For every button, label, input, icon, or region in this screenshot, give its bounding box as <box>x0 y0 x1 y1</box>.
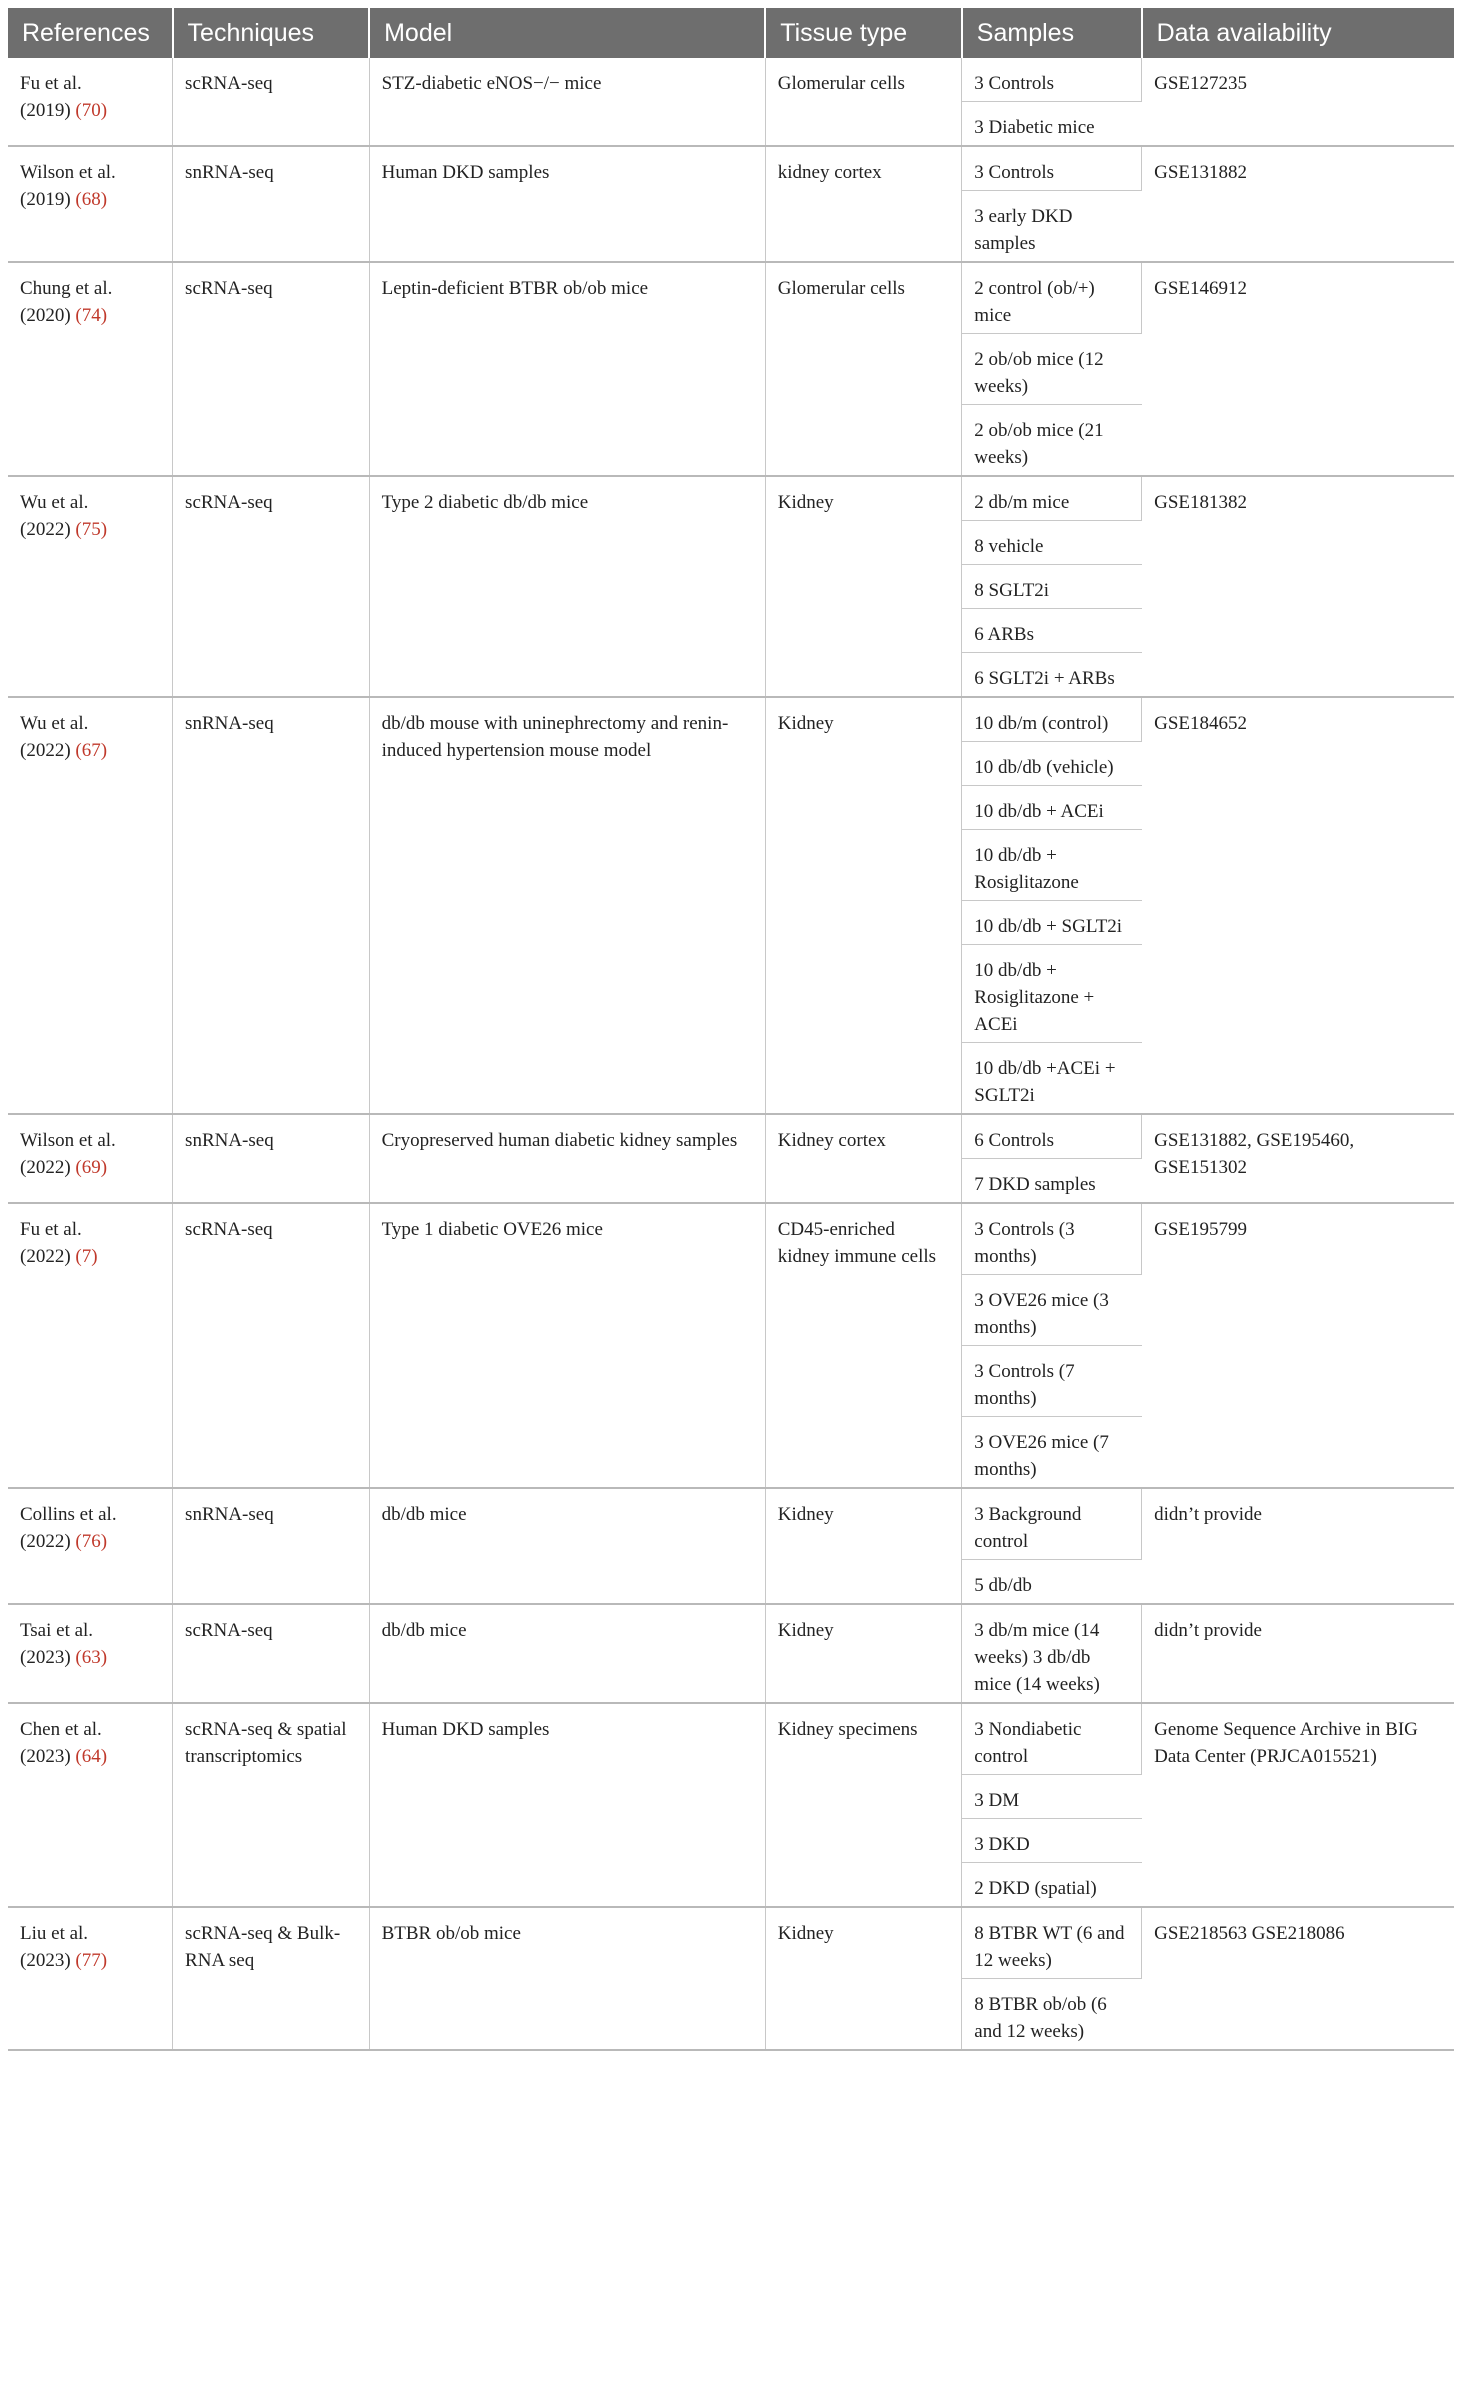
table-row <box>8 1203 1454 1275</box>
data-availability-cell: GSE195799 <box>1142 1203 1454 1488</box>
table-row <box>8 1907 1454 1979</box>
reference-cell <box>8 58 173 146</box>
reference-authors: Liu et al. <box>20 1923 89 1944</box>
references-table <box>8 8 1454 2051</box>
reference-year: (2022) <box>20 519 71 540</box>
reference-number: (68) <box>75 189 108 210</box>
sample-cell: 10 db/db + Rosiglitazone + ACEi <box>962 945 1142 1043</box>
reference-authors: Tsai et al. <box>20 1620 94 1641</box>
technique-cell: snRNA-seq <box>173 697 370 1114</box>
model-cell: Type 1 diabetic OVE26 mice <box>369 1203 765 1488</box>
technique-cell: scRNA-seq <box>173 1604 370 1703</box>
table-row <box>8 1604 1454 1703</box>
table-row <box>8 697 1454 742</box>
tissue-cell: CD45-enriched kidney immune cells <box>765 1203 962 1488</box>
technique-cell: scRNA-seq <box>173 1203 370 1488</box>
table-row <box>8 1703 1454 1775</box>
reference-authors: Fu et al. <box>20 73 82 94</box>
header-data-availability: Data availability <box>1142 8 1454 58</box>
sample-cell: 2 control (ob/+) mice <box>962 262 1142 334</box>
model-cell: Human DKD samples <box>369 1703 765 1907</box>
reference-year: (2022) <box>20 1246 71 1267</box>
technique-cell: scRNA-seq <box>173 476 370 697</box>
references-table-container <box>8 8 1454 2051</box>
model-cell: db/db mice <box>369 1488 765 1604</box>
model-cell: db/db mice <box>369 1604 765 1703</box>
tissue-cell: Kidney <box>765 1604 962 1703</box>
reference-number: (70) <box>75 100 108 121</box>
sample-cell: 3 OVE26 mice (3 months) <box>962 1275 1142 1346</box>
sample-cell: 10 db/db + Rosiglitazone <box>962 830 1142 901</box>
technique-cell: scRNA-seq <box>173 58 370 146</box>
table-row <box>8 1488 1454 1560</box>
data-availability-cell: GSE127235 <box>1142 58 1454 146</box>
reference-cell <box>8 1703 173 1907</box>
sample-cell: 3 Diabetic mice <box>962 102 1142 147</box>
reference-authors: Collins et al. <box>20 1504 117 1525</box>
reference-number: (74) <box>75 305 108 326</box>
reference-year: (2023) <box>20 1746 71 1767</box>
reference-number: (75) <box>75 519 108 540</box>
reference-year: (2023) <box>20 1950 71 1971</box>
data-availability-cell: GSE184652 <box>1142 697 1454 1114</box>
model-cell: db/db mouse with uninephrectomy and renin-induced hypertension mouse model <box>369 697 765 1114</box>
reference-authors: Wu et al. <box>20 492 89 513</box>
tissue-cell: kidney cortex <box>765 146 962 262</box>
data-availability-cell: Genome Sequence Archive in BIG Data Center (PRJCA015521) <box>1142 1703 1454 1907</box>
data-availability-cell: GSE218563 GSE218086 <box>1142 1907 1454 2050</box>
model-cell: STZ-diabetic eNOS−/− mice <box>369 58 765 146</box>
reference-year: (2022) <box>20 740 71 761</box>
reference-year: (2022) <box>20 1157 71 1178</box>
table-row <box>8 1114 1454 1159</box>
tissue-cell: Kidney <box>765 1907 962 2050</box>
table-row <box>8 476 1454 521</box>
sample-cell: 8 SGLT2i <box>962 565 1142 609</box>
tissue-cell: Glomerular cells <box>765 58 962 146</box>
reference-authors: Wilson et al. <box>20 1130 116 1151</box>
sample-cell: 3 Background control <box>962 1488 1142 1560</box>
sample-cell: 3 Controls <box>962 58 1142 102</box>
sample-cell: 10 db/db + ACEi <box>962 786 1142 830</box>
reference-authors: Chung et al. <box>20 278 113 299</box>
sample-cell: 3 Controls <box>962 146 1142 191</box>
sample-cell: 3 DKD <box>962 1819 1142 1863</box>
header-samples: Samples <box>962 8 1142 58</box>
sample-cell: 10 db/db (vehicle) <box>962 742 1142 786</box>
model-cell: Human DKD samples <box>369 146 765 262</box>
technique-cell: scRNA-seq & spatial transcriptomics <box>173 1703 370 1907</box>
sample-cell: 2 ob/ob mice (12 weeks) <box>962 334 1142 405</box>
reference-year: (2020) <box>20 305 71 326</box>
sample-cell: 3 early DKD samples <box>962 191 1142 263</box>
reference-cell <box>8 1488 173 1604</box>
reference-authors: Wu et al. <box>20 713 89 734</box>
data-availability-cell: didn’t provide <box>1142 1488 1454 1604</box>
model-cell: Type 2 diabetic db/db mice <box>369 476 765 697</box>
reference-number: (69) <box>75 1157 108 1178</box>
data-availability-cell: GSE146912 <box>1142 262 1454 476</box>
technique-cell: snRNA-seq <box>173 146 370 262</box>
sample-cell: 3 DM <box>962 1775 1142 1819</box>
reference-number: (76) <box>75 1531 108 1552</box>
table-row <box>8 146 1454 191</box>
reference-authors: Chen et al. <box>20 1719 102 1740</box>
sample-cell: 7 DKD samples <box>962 1159 1142 1204</box>
sample-cell: 8 BTBR WT (6 and 12 weeks) <box>962 1907 1142 1979</box>
sample-cell: 3 Controls (3 months) <box>962 1203 1142 1275</box>
header-model: Model <box>369 8 765 58</box>
header-techniques: Techniques <box>173 8 370 58</box>
model-cell: Leptin-deficient BTBR ob/ob mice <box>369 262 765 476</box>
tissue-cell: Glomerular cells <box>765 262 962 476</box>
sample-cell: 6 SGLT2i + ARBs <box>962 653 1142 698</box>
model-cell: Cryopreserved human diabetic kidney samples <box>369 1114 765 1203</box>
reference-cell <box>8 1114 173 1203</box>
sample-cell: 2 db/m mice <box>962 476 1142 521</box>
sample-cell: 3 Nondiabetic control <box>962 1703 1142 1775</box>
technique-cell: snRNA-seq <box>173 1114 370 1203</box>
reference-year: (2022) <box>20 1531 71 1552</box>
sample-cell: 2 DKD (spatial) <box>962 1863 1142 1908</box>
reference-authors: Wilson et al. <box>20 162 116 183</box>
sample-cell: 2 ob/ob mice (21 weeks) <box>962 405 1142 477</box>
technique-cell: scRNA-seq & Bulk-RNA seq <box>173 1907 370 2050</box>
reference-cell <box>8 476 173 697</box>
sample-cell: 10 db/db + SGLT2i <box>962 901 1142 945</box>
reference-year: (2023) <box>20 1647 71 1668</box>
data-availability-cell: GSE131882 <box>1142 146 1454 262</box>
reference-cell <box>8 1604 173 1703</box>
reference-number: (67) <box>75 740 108 761</box>
sample-cell: 6 ARBs <box>962 609 1142 653</box>
data-availability-cell: GSE131882, GSE195460, GSE151302 <box>1142 1114 1454 1203</box>
tissue-cell: Kidney <box>765 697 962 1114</box>
sample-cell: 8 vehicle <box>962 521 1142 565</box>
table-body <box>8 58 1454 2050</box>
reference-authors: Fu et al. <box>20 1219 82 1240</box>
table-header <box>8 8 1454 58</box>
tissue-cell: Kidney <box>765 476 962 697</box>
reference-cell <box>8 1907 173 2050</box>
reference-number: (7) <box>75 1246 98 1267</box>
sample-cell: 10 db/db +ACEi + SGLT2i <box>962 1043 1142 1115</box>
sample-cell: 5 db/db <box>962 1560 1142 1605</box>
data-availability-cell: didn’t provide <box>1142 1604 1454 1703</box>
model-cell: BTBR ob/ob mice <box>369 1907 765 2050</box>
technique-cell: scRNA-seq <box>173 262 370 476</box>
header-references: References <box>8 8 173 58</box>
sample-cell: 3 Controls (7 months) <box>962 1346 1142 1417</box>
table-row <box>8 262 1454 334</box>
data-availability-cell: GSE181382 <box>1142 476 1454 697</box>
sample-cell: 6 Controls <box>962 1114 1142 1159</box>
reference-number: (77) <box>75 1950 108 1971</box>
tissue-cell: Kidney <box>765 1488 962 1604</box>
tissue-cell: Kidney cortex <box>765 1114 962 1203</box>
reference-number: (63) <box>75 1647 108 1668</box>
reference-cell <box>8 697 173 1114</box>
table-row <box>8 58 1454 102</box>
tissue-cell: Kidney specimens <box>765 1703 962 1907</box>
reference-cell <box>8 262 173 476</box>
sample-cell: 10 db/m (control) <box>962 697 1142 742</box>
sample-cell: 3 db/m mice (14 weeks) 3 db/db mice (14 weeks) <box>962 1604 1142 1703</box>
sample-cell: 8 BTBR ob/ob (6 and 12 weeks) <box>962 1979 1142 2051</box>
sample-cell: 3 OVE26 mice (7 months) <box>962 1417 1142 1489</box>
reference-year: (2019) <box>20 189 71 210</box>
reference-number: (64) <box>75 1746 108 1767</box>
reference-year: (2019) <box>20 100 71 121</box>
reference-cell <box>8 1203 173 1488</box>
header-tissue-type: Tissue type <box>765 8 962 58</box>
technique-cell: snRNA-seq <box>173 1488 370 1604</box>
reference-cell <box>8 146 173 262</box>
